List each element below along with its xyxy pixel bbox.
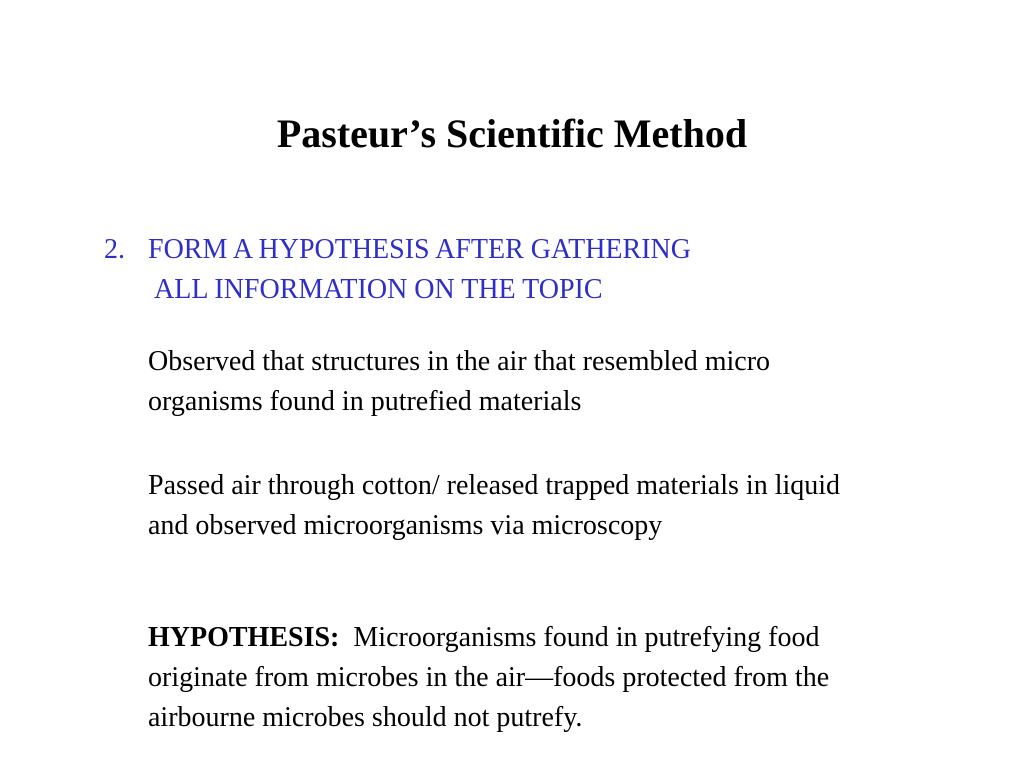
hypothesis-label: HYPOTHESIS: bbox=[148, 622, 340, 653]
hypothesis-line-3: airbourne microbes should not putrefy. bbox=[148, 702, 583, 733]
slide-title: Pasteur’s Scientific Method bbox=[276, 111, 748, 156]
hypothesis-line-2: originate from microbes in the air—foods protected from the bbox=[148, 662, 830, 693]
hypothesis-text-1: Microorganisms found in putrefying food bbox=[353, 622, 820, 653]
step-heading-line-1 bbox=[104, 230, 691, 270]
step-heading-text-1: FORM A HYPOTHESIS AFTER GATHERING bbox=[148, 234, 691, 265]
step-number: 2. bbox=[104, 234, 125, 265]
step-heading-text-2: ALL INFORMATION ON THE TOPIC bbox=[154, 274, 603, 305]
observation-paragraph bbox=[148, 342, 1018, 422]
experiment-line-1: Passed air through cotton/ released trapped materials in liquid bbox=[148, 470, 841, 501]
step-heading bbox=[104, 230, 691, 310]
experiment-paragraph bbox=[148, 466, 1018, 546]
hypothesis-paragraph bbox=[148, 618, 1018, 738]
observation-line-1: Observed that structures in the air that resembled micro bbox=[148, 346, 771, 377]
experiment-line-2: and observed microorganisms via microscopy bbox=[148, 510, 663, 541]
observation-line-2: organisms found in putrefied materials bbox=[148, 386, 582, 417]
hypothesis-line-1 bbox=[148, 618, 1018, 658]
